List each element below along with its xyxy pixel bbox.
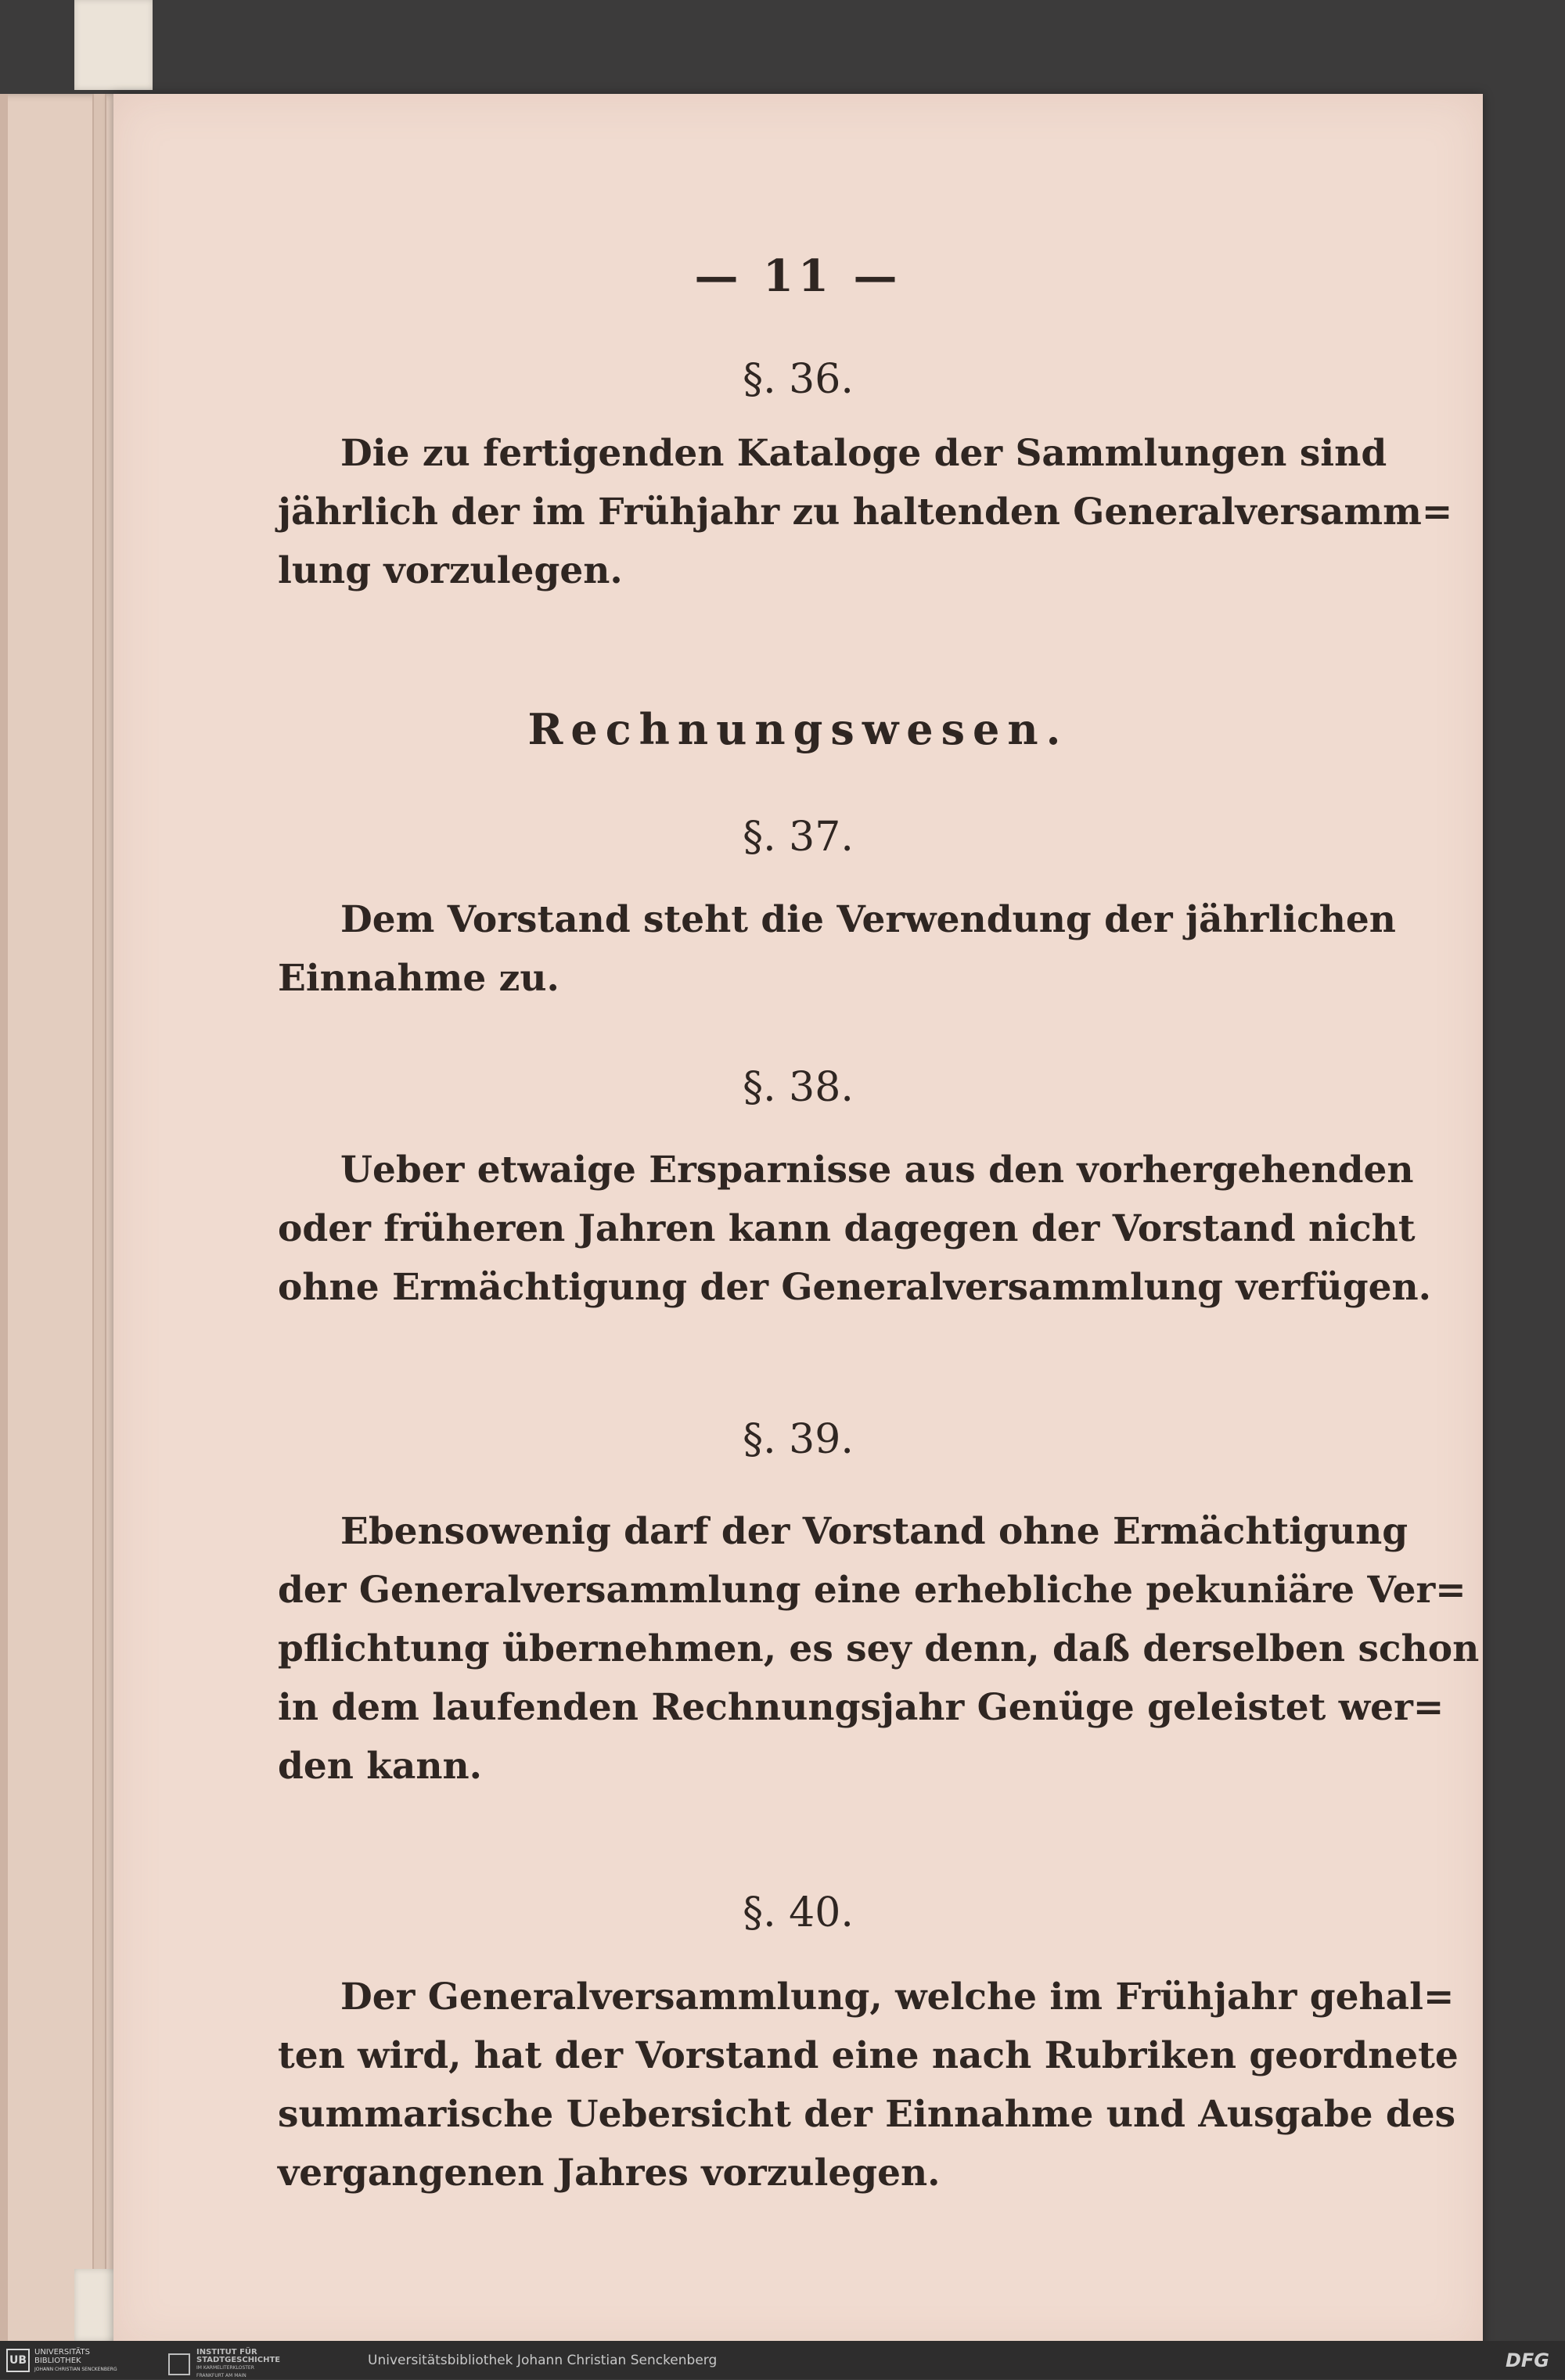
text-line: summarische Uebersicht der Einnahme und Ausgabe des	[278, 2093, 1456, 2136]
inst-text-line: INSTITUT FÜR	[196, 2348, 257, 2357]
footer-bar	[0, 2341, 1565, 2379]
text-line: Ebensowenig darf der Vorstand ohne Ermächtigung	[340, 1510, 1408, 1553]
inst-text-line: FRANKFURT AM MAIN	[196, 2373, 246, 2378]
text-line: Dem Vorstand steht die Verwendung der jährlichen	[340, 898, 1396, 941]
binding-tape-top	[74, 0, 153, 90]
text-line: Die zu fertigenden Kataloge der Sammlungen sind	[340, 432, 1387, 475]
text-line: jährlich der im Frühjahr zu haltenden Generalversamm=	[278, 491, 1453, 534]
text-line: oder früheren Jahren kann dagegen der Vorstand nicht	[278, 1207, 1416, 1250]
institute-logo-text	[196, 2349, 280, 2380]
book-page	[113, 94, 1483, 2351]
section-heading: §. 40.	[743, 1889, 854, 1936]
text-line: in dem laufenden Rechnungsjahr Genüge geleistet wer=	[278, 1686, 1444, 1729]
ub-logo-text	[34, 2348, 117, 2374]
inst-text-line: STADTGESCHICHTE	[196, 2356, 281, 2364]
institute-emblem-icon	[168, 2353, 190, 2375]
text-line: pflichtung übernehmen, es sey denn, daß derselben schon	[278, 1627, 1480, 1670]
inst-text-line: IM KARMELITERKLOSTER	[196, 2365, 254, 2371]
ub-text-line: UNIVERSITÄTS	[34, 2347, 91, 2357]
section-heading: §. 36.	[743, 356, 854, 403]
text-line: Der Generalversammlung, welche im Frühjahr gehal=	[340, 1976, 1455, 2019]
text-line: ten wird, hat der Vorstand eine nach Rubriken geordnete	[278, 2034, 1459, 2077]
ub-mark: UB	[6, 2349, 30, 2372]
paragraph	[278, 1502, 1480, 1796]
text-line: lung vorzulegen.	[278, 549, 623, 592]
text-line: Ueber etwaige Ersparnisse aus den vorhergehenden	[340, 1149, 1414, 1192]
text-line: der Generalversammlung eine erhebliche pekuniäre Ver=	[278, 1569, 1466, 1612]
paragraph	[278, 1141, 1432, 1317]
paragraph	[278, 1968, 1459, 2202]
ub-logo[interactable]	[6, 2349, 117, 2372]
page-edge	[0, 94, 8, 2347]
paragraph	[278, 890, 1396, 1008]
section-heading: §. 39.	[743, 1416, 854, 1463]
text-line: den kann.	[278, 1745, 483, 1788]
dfg-logo[interactable]: DFG	[1505, 2349, 1549, 2371]
library-caption: Universitätsbibliothek Johann Christian Senckenberg	[368, 2353, 718, 2368]
institute-logo[interactable]	[168, 2349, 280, 2380]
paragraph	[278, 424, 1453, 600]
section-heading: §. 38.	[743, 1064, 854, 1111]
text-line: Einnahme zu.	[278, 957, 559, 1000]
ub-text-line: BIBLIOTHEK	[34, 2356, 81, 2365]
ub-text-line: JOHANN CHRISTIAN SENCKENBERG	[34, 2366, 117, 2372]
page-number: — 11 —	[694, 250, 902, 302]
chapter-title: Rechnungswesen.	[527, 704, 1069, 754]
text-line: vergangenen Jahres vorzulegen.	[278, 2152, 941, 2195]
section-heading: §. 37.	[743, 814, 854, 861]
page-edge	[92, 94, 106, 2347]
text-line: ohne Ermächtigung der Generalversammlung verfügen.	[278, 1266, 1432, 1309]
